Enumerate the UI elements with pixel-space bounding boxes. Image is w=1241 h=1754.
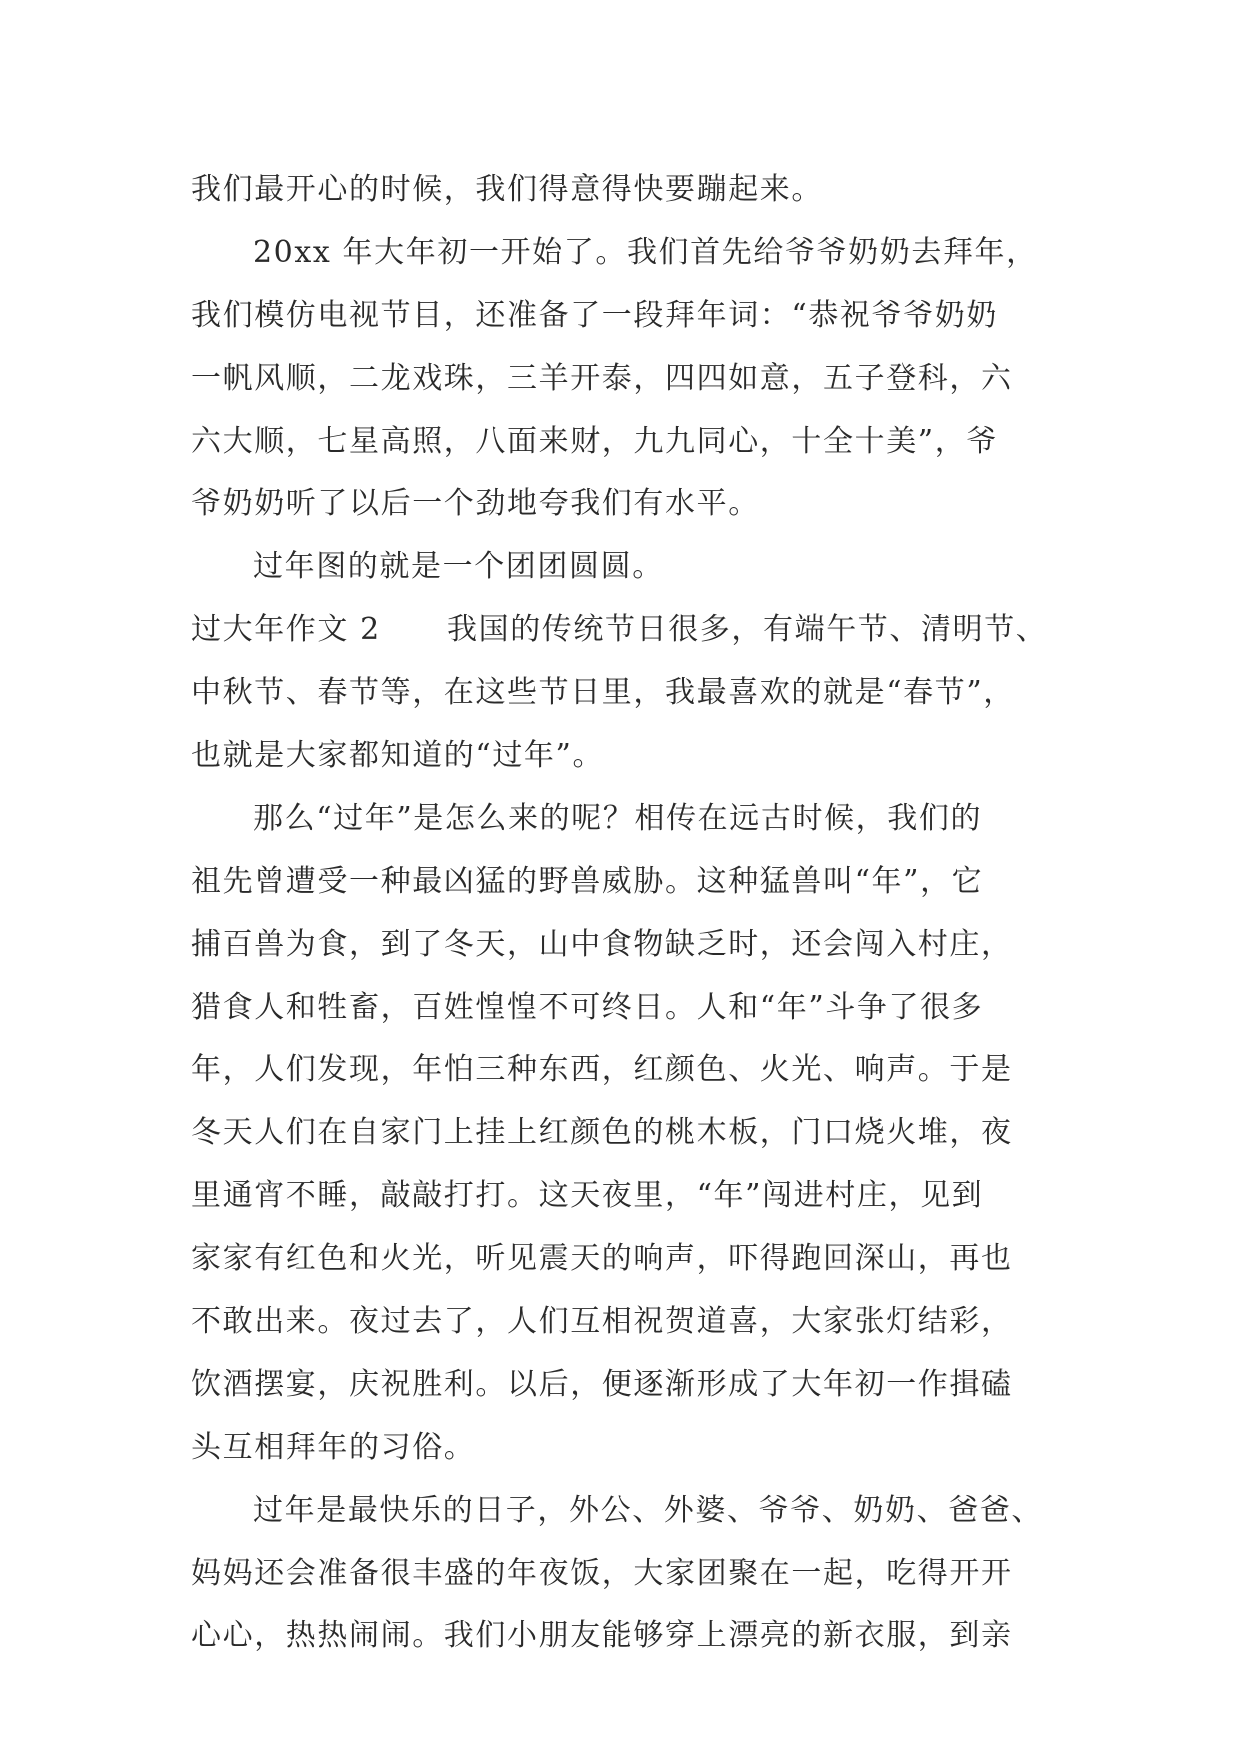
text-line: 祖先曾遭受一种最凶猛的野兽威胁。这种猛兽叫“年”，它 [191,863,984,899]
text-line: 也就是大家都知道的“过年”。 [191,738,605,774]
text-line: 饮酒摆宴，庆祝胜利。以后，便逐渐形成了大年初一作揖磕 [191,1366,1013,1402]
section-title: 过大年作文 2 [191,612,381,648]
text-line: 冬天人们在自家门上挂上红颜色的桃木板，门口烧火堆，夜 [191,1115,1013,1151]
document-body [191,159,1047,1668]
text-line: 一帆风顺，二龙戏珠，三羊开泰，四四如意，五子登科，六 [191,360,1013,396]
text-line: 妈妈还会准备很丰盛的年夜饭，大家团聚在一起，吃得开开 [191,1555,1013,1591]
text-line: 我国的传统节日很多，有端午节、清明节、 [447,612,1048,648]
paragraph-start-line: 过年图的就是一个团团圆圆。 [253,549,664,585]
text-line: 猎食人和牲畜，百姓惶惶不可终日。人和“年”斗争了很多 [191,989,984,1025]
paragraph-start-line: 20xx 年大年初一开始了。我们首先给爷爷奶奶去拜年， [253,234,1038,270]
text-line: 爷奶奶听了以后一个劲地夸我们有水平。 [191,486,760,522]
text-line: 我们最开心的时候，我们得意得快要蹦起来。 [191,172,823,207]
section-heading-line [191,599,1047,662]
text-line: 头互相拜年的习俗。 [191,1429,476,1465]
text-line: 中秋节、春节等，在这些节日里，我最喜欢的就是“春节”， [191,675,1015,711]
text-line: 捕百兽为食，到了冬天，山中食物缺乏时，还会闯入村庄， [191,926,1013,962]
paragraph-start-line: 过年是最快乐的日子，外公、外婆、爷爷、奶奶、爸爸、 [253,1492,1043,1528]
paragraph-start-line: 那么“过年”是怎么来的呢？相传在远古时候，我们的 [253,800,983,836]
text-line: 年，人们发现，年怕三种东西，红颜色、火光、响声。于是 [191,1052,1013,1088]
text-line: 家家有红色和火光，听见震天的响声，吓得跑回深山，再也 [191,1241,1013,1277]
text-line: 心心，热热闹闹。我们小朋友能够穿上漂亮的新衣服，到亲 [191,1618,1013,1654]
text-line: 里通宵不睡，敲敲打打。这天夜里，“年”闯进村庄，见到 [191,1178,984,1214]
text-line: 不敢出来。夜过去了，人们互相祝贺道喜，大家张灯结彩， [191,1304,1013,1340]
text-line: 六大顺，七星高照，八面来财，九九同心，十全十美”，爷 [191,423,998,459]
text-line: 我们模仿电视节目，还准备了一段拜年词：“恭祝爷爷奶奶 [191,297,998,333]
